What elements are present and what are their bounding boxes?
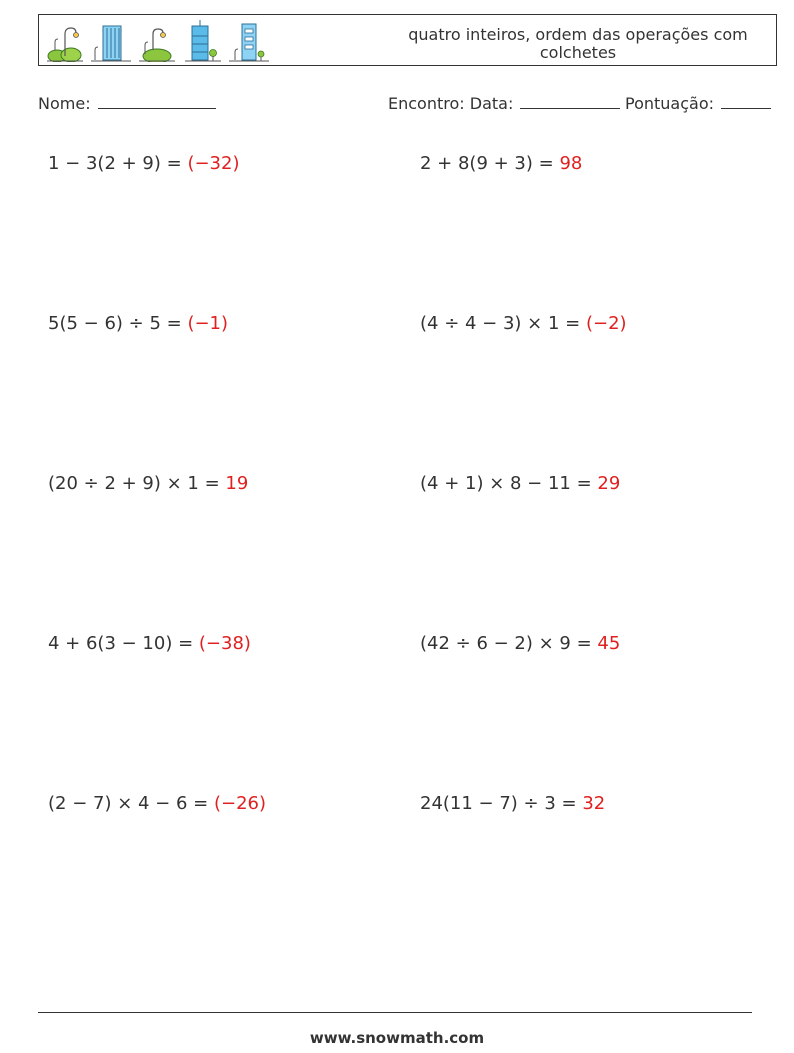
footer-website[interactable]: www.snowmath.com [309,1029,485,1047]
problem-expression: 4 + 6(3 − 10) = [48,633,199,654]
score-label: Pontuação: [625,94,715,113]
problem-answer: (−2) [585,313,627,334]
name-label: Nome: [38,94,91,113]
worksheet-header [38,14,777,66]
title-line-1: quatro inteiros, ordem das operações com [408,25,748,44]
problem-answer: 32 [582,793,606,814]
problem-answer: 29 [597,473,621,494]
skyscraper-icon [183,20,223,62]
park-lamp-icon [137,20,177,62]
problem-answer: (−32) [187,153,240,174]
problem-6 [420,473,620,494]
problem-expression: (20 ÷ 2 + 9) × 1 = [48,473,226,494]
date-blank[interactable] [520,94,620,109]
problem-1 [48,153,239,174]
meeting-date-field [388,94,620,113]
problem-5 [48,473,248,494]
problem-10 [420,793,605,814]
footer-divider [38,1012,752,1013]
problem-9 [48,793,266,814]
city-building-icon [229,20,269,62]
problem-3 [48,313,228,334]
problem-2 [420,153,582,174]
problem-answer: 98 [559,153,583,174]
problem-answer: 19 [225,473,249,494]
problem-answer: (−1) [187,313,229,334]
office-building-icon [91,20,131,62]
problem-expression: (2 − 7) × 4 − 6 = [48,793,214,814]
problem-4 [420,313,627,334]
problem-expression: (42 ÷ 6 − 2) × 9 = [420,633,598,654]
problem-expression: (4 + 1) × 8 − 11 = [420,473,598,494]
worksheet-title [398,26,758,62]
name-field [38,94,216,113]
title-line-2: colchetes [539,43,617,62]
score-blank[interactable] [721,94,771,109]
problem-expression: 24(11 − 7) ÷ 3 = [420,793,583,814]
park-lamp-icon [45,20,85,62]
name-blank[interactable] [98,94,216,109]
score-field [625,94,771,113]
problem-answer: (−38) [198,633,251,654]
problem-expression: 5(5 − 6) ÷ 5 = [48,313,188,334]
problem-expression: (4 ÷ 4 − 3) × 1 = [420,313,586,334]
header-illustrations [45,20,275,62]
problem-answer: (−26) [213,793,266,814]
problem-answer: 45 [597,633,621,654]
problem-8 [420,633,620,654]
problem-expression: 2 + 8(9 + 3) = [420,153,560,174]
problem-7 [48,633,251,654]
meeting-date-label: Encontro: Data: [388,94,514,113]
problem-expression: 1 − 3(2 + 9) = [48,153,188,174]
